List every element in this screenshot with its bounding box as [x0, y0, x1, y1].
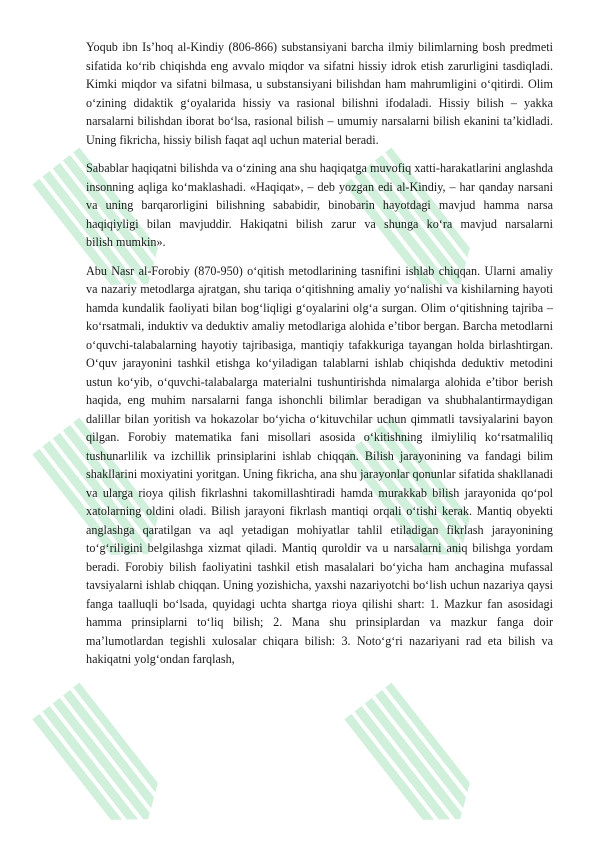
body-text [86, 38, 553, 679]
paragraph: Abu Nasr al-Forobiy (870-950) o‘qitish metodlarining tasnifini ishlab chiqqan. Ularni amaliy va nazariy metodlarga ajratgan, shu tariqa o‘qitishning amaliy yo‘nalishi va kishilarning hayoti hamda kundalik faoliyati bilan bog‘liqligi g‘oyalarini olg‘a surgan. Olim o‘qitishning tajriba – ko‘rsatmali, induktiv va deduktiv amaliy metodlariga alohida e’tibor bergan. Barcha metodlarni o‘quvchi-talabalarning hayotiy tajribasiga, mantiqiy tafakkuriga tayangan holda birlashtirgan. O‘quv jarayonini tashkil etishga ko‘yiladigan talablarni ishlab chiqishda deduktiv metodini ustun ko‘yib, o‘quvchi-talabalarga materialni tushuntirishda nimalarga alohida e’tibor berish haqida, eng muhim narsalarni fanga ishonchli bilimlar beradigan va shubhalantirmaydigan dalillar bilan yoritish va hokazolar bo‘yicha o‘kituvchilar uchun qimmatli tavsiyalarini bayon qilgan. Forobiy matematika fani misollari asosida o‘kitishning ilmiyliliq ko‘rsatmaliliq tushunarlilik va izchillik prinsiplarini ishlab chiqqan. Bilish jarayonining va fandagi bilim shakllarini moxiyatini yoritgan. Uning fikricha, ana shu jarayonlar qonunlar sifatida shakllanadi va ularga rioya qilish fikrlashni takomillashtiradi hamda murakkab bilish jarayonida qo‘pol xatolarning oldini oladi. Bilish jarayoni fikrlash mantiqi orqali o‘tishi kerak. Mantiq obyekti anglashga qaratilgan va aql yetadigan mohiyatlar tahlil etiladigan fikrlash jarayonining to‘g‘riligini belgilashga xizmat qiladi. Mantiq quroldir va u narsalarni aniq bilishga yordam beradi. Forobiy bilish faoliyatini tashkil etish masalalari bo‘yicha ham anchagina mufassal tavsiyalarni ishlab chiqqan. Uning yozishicha, yaxshi nazariyotchi bo‘lish uchun nazariya qaysi fanga taalluqli bo‘lsada, quyidagi uchta shartga rioya qilishi shart: 1. Mazkur fan asosidagi hamma prinsiplarni to‘liq bilish; 2. Mana shu prinsiplardan va mazkur fanga doir ma’lumotlardan tegishli xulosalar chiqara bilish: 3. Noto‘g‘ri nazariyani rad eta bilish va hakiqatni yolg‘ondan farqlash, [86, 263, 553, 666]
paragraph: Sabablar haqiqatni bilishda va o‘zining ana shu haqiqatga muvofiq xatti-harakatlarini anglashda insonning aqliga ko‘maklashadi. «Haqiqat», – deb yozgan edi al-Kindiy, – har qanday narsani va uning barqarorligini bilishning sababidir, binobarin hayotdagi mavjud hamma narsa haqiqiyligi bilan mavjuddir. Hakiqatni bilish zarur va shunga ko‘ra mavjud narsalarni [86, 161, 553, 231]
watermark-logo [32, 682, 172, 837]
paragraph: bilish mumkin». [86, 235, 166, 249]
paragraph: Yoqub ibn Is’hoq al-Kindiy (806-866) substansiyani barcha ilmiy bilimlarning bosh predmeti sifatida ko‘rib chiqishda eng avvalo miqdor va sifatni hissiy idrok etish zarurligini tasdiqladi. Kimki miqdor va sifatni bilmasa, u substansiyani bilishdan ham mahrumligini o‘qitirdi. Olim o‘zining didaktik g‘oyalarida hissiy va rasional bilishni ifodaladi. Hissiy bilish – yakka narsalarni bilishdan iborat bo‘lsa, rasional bilish – umumiy narsalarni bilish ekanini ta’kidladi. Uning fikricha, hissiy bilish faqat aql uchun material beradi. [86, 40, 553, 147]
watermark-logo [344, 682, 484, 837]
